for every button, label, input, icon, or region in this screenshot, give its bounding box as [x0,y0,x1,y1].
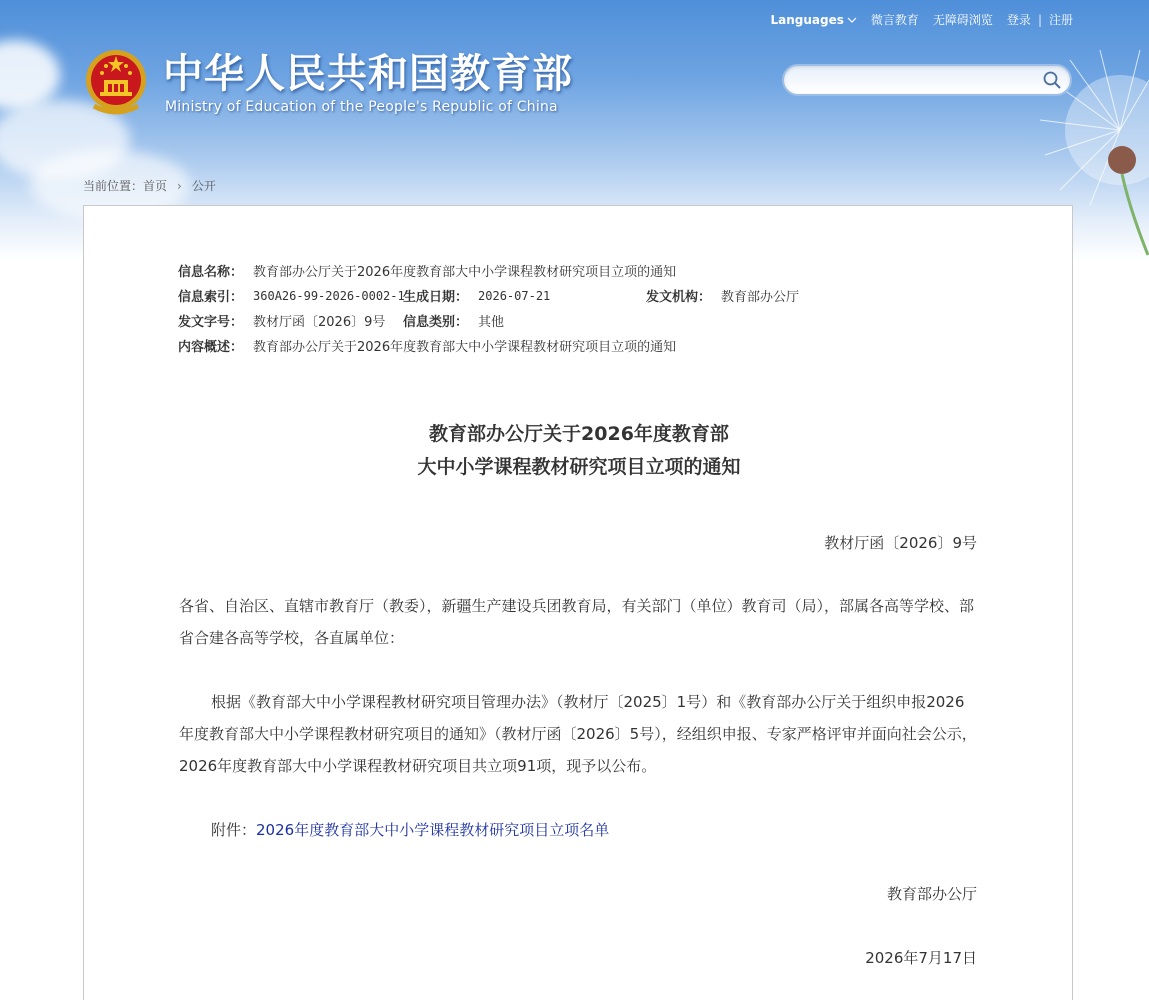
chevron-down-icon [847,16,857,24]
attachment-link[interactable]: 2026年度教育部大中小学课程教材研究项目立项名单 [256,821,610,839]
meta-value: 教育部办公厅关于2026年度教育部大中小学课程教材研究项目立项的通知 [253,340,677,355]
document-number: 教材厅函〔2026〕9号 [824,534,977,552]
meta-value: 其他 [478,315,505,330]
languages-label: Languages [770,12,844,27]
recipients-paragraph: 各省、自治区、直辖市教育厅（教委），新疆生产建设兵团教育局，有关部门（单位）教育司（局），部属各高等学校、部省合建各高等学校，各直属单位： [179,597,975,647]
signature-org: 教育部办公厅 [886,885,977,903]
breadcrumb-public[interactable]: 公开 [191,179,216,193]
meta-label: 信息索引： [178,290,244,305]
meta-label: 发文机构： [646,290,712,305]
nav-link-weiyan[interactable]: 微言教育 [870,13,919,27]
login-link[interactable]: 登录 [1006,13,1031,27]
meta-row-name [178,258,799,283]
attachment-label: 附件： [211,821,257,839]
chevron-right-icon: › [177,178,182,193]
meta-label: 信息类别： [403,315,469,330]
meta-label: 内容概述： [178,340,244,355]
site-title[interactable]: 中华人民共和国教育部 [163,51,573,97]
meta-label: 信息名称： [178,265,244,280]
breadcrumb [83,177,216,194]
breadcrumb-prefix: 当前位置： [83,179,144,193]
search-box [782,64,1072,96]
meta-value: 教材厅函〔2026〕9号 [253,315,386,330]
signature-date: 2026年7月17日 [865,949,977,967]
body-paragraph: 根据《教育部大中小学课程教材研究项目管理办法》（教材厅〔2025〕1号）和《教育部办公厅关于组织申报2026年度教育部大中小学课程教材研究项目的通知》（教材厅函〔2026〕5号），经组织申报、专家严格评审并面向社会公示，2026年度教育部大中小学课程教材研究项目共立项91项，现予以公布。 [179,693,977,775]
languages-menu[interactable] [771,13,857,27]
national-emblem-logo[interactable] [84,46,148,118]
document-title-line: 教育部办公厅关于2026年度教育部 [429,423,729,445]
breadcrumb-home[interactable]: 首页 [143,179,168,193]
meta-row-summary [178,333,799,358]
article-container [83,205,1073,1000]
top-nav [771,11,1074,28]
meta-value: 教育部办公厅关于2026年度教育部大中小学课程教材研究项目立项的通知 [253,265,677,280]
meta-value: 2026-07-21 [478,288,551,303]
search-icon[interactable] [1042,70,1062,90]
meta-label: 发文字号： [178,315,244,330]
meta-row-index [178,283,799,308]
attachment-paragraph [179,814,979,846]
site-subtitle: Ministry of Education of the People's Republic of China [165,99,558,115]
meta-label: 生成日期： [403,290,469,305]
register-link[interactable]: 注册 [1048,13,1073,27]
document-title [84,418,1074,484]
meta-value: 教育部办公厅 [721,290,800,305]
meta-row-docno [178,308,799,333]
search-input[interactable] [796,66,1036,94]
info-table [178,258,799,358]
meta-value: 360A26-99-2026-0002-1 [253,288,405,303]
nav-link-accessibility[interactable]: 无障碍浏览 [932,13,993,27]
document-title-line: 大中小学课程教材研究项目立项的通知 [417,456,741,478]
nav-divider: | [1037,12,1042,27]
